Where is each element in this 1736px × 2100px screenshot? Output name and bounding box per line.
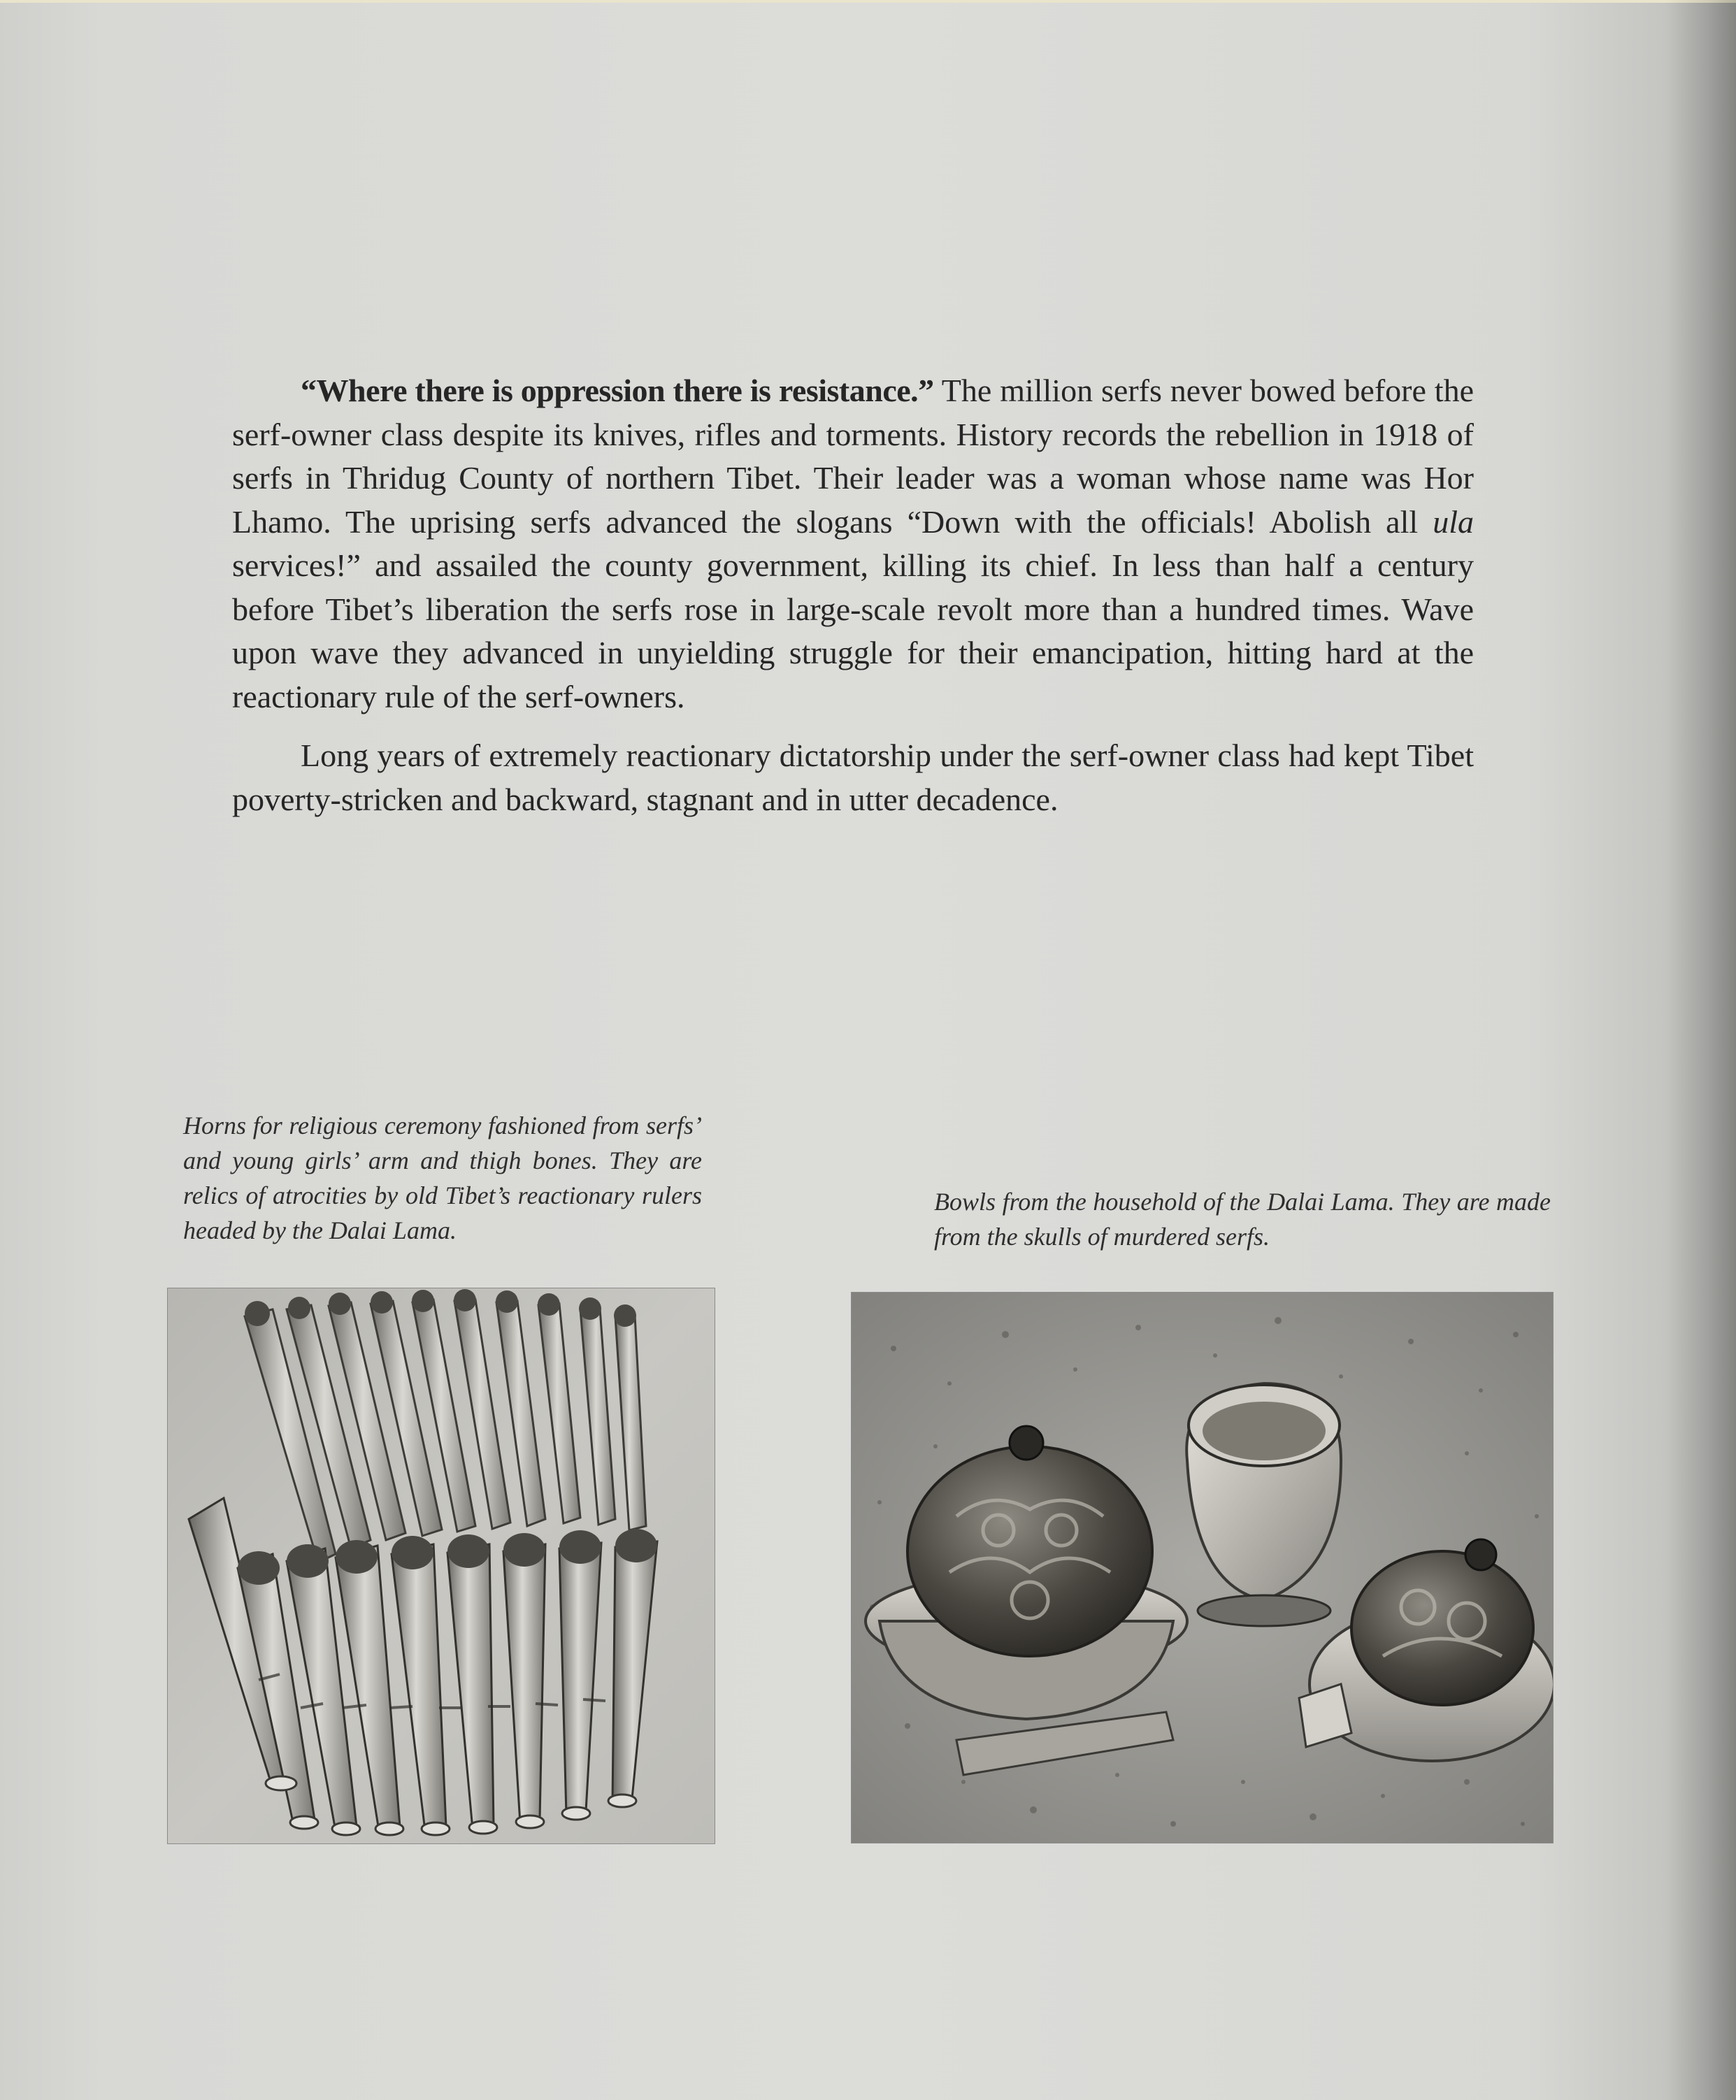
bone-horns-illustration [168, 1288, 715, 1843]
paragraph-2: Long years of extremely reactionary dictatorship under the serf-owner class had kept Tibet poverty-stricken and backward, stagnant and in utter decadence. [232, 738, 1474, 817]
skull-bowls-photo [852, 1293, 1553, 1843]
paragraph-1-lead: “Where there is oppression there is resistance.” [301, 373, 934, 408]
paragraph-1-text-b: services!” and assailed the county government, killing its chief. In less than half a century before Tibet’s liberation the serfs rose in large-scale revolt more than a hundred times. Wave upon wave they advanced in unyielding struggle for their emancipation, hitting hard at the reactionary rule of the serf-owners. [232, 547, 1474, 714]
paragraph-1 [232, 369, 1474, 719]
page-top-edge [0, 0, 1736, 3]
binding-shadow [1664, 0, 1736, 2100]
article-body [232, 369, 1474, 821]
bone-horns-photo [168, 1288, 715, 1843]
skull-bowls-illustration [852, 1293, 1553, 1843]
left-figure-caption: Horns for religious ceremony fashioned from serfs’ and young girls’ arm and thigh bones. They are relics of atrocities by old Tibet’s reactionary rulers headed by the Dalai Lama. [183, 1112, 702, 1244]
paragraph-1-emphasis: ula [1433, 503, 1474, 540]
right-figure-caption: Bowls from the household of the Dalai Lama. They are made from the skulls of murdered serfs. [934, 1188, 1551, 1251]
paragraph-1-text-a: The million serfs never bowed before the serf-owner class despite its knives, rifles and torments. History records the rebellion in 1918 of serfs in Thridug County of northern Tibet. Their leader was a woman whose name was Hor Lhamo. The uprising serfs advanced the slogans “Down with the officials! Abolish all [232, 373, 1474, 540]
